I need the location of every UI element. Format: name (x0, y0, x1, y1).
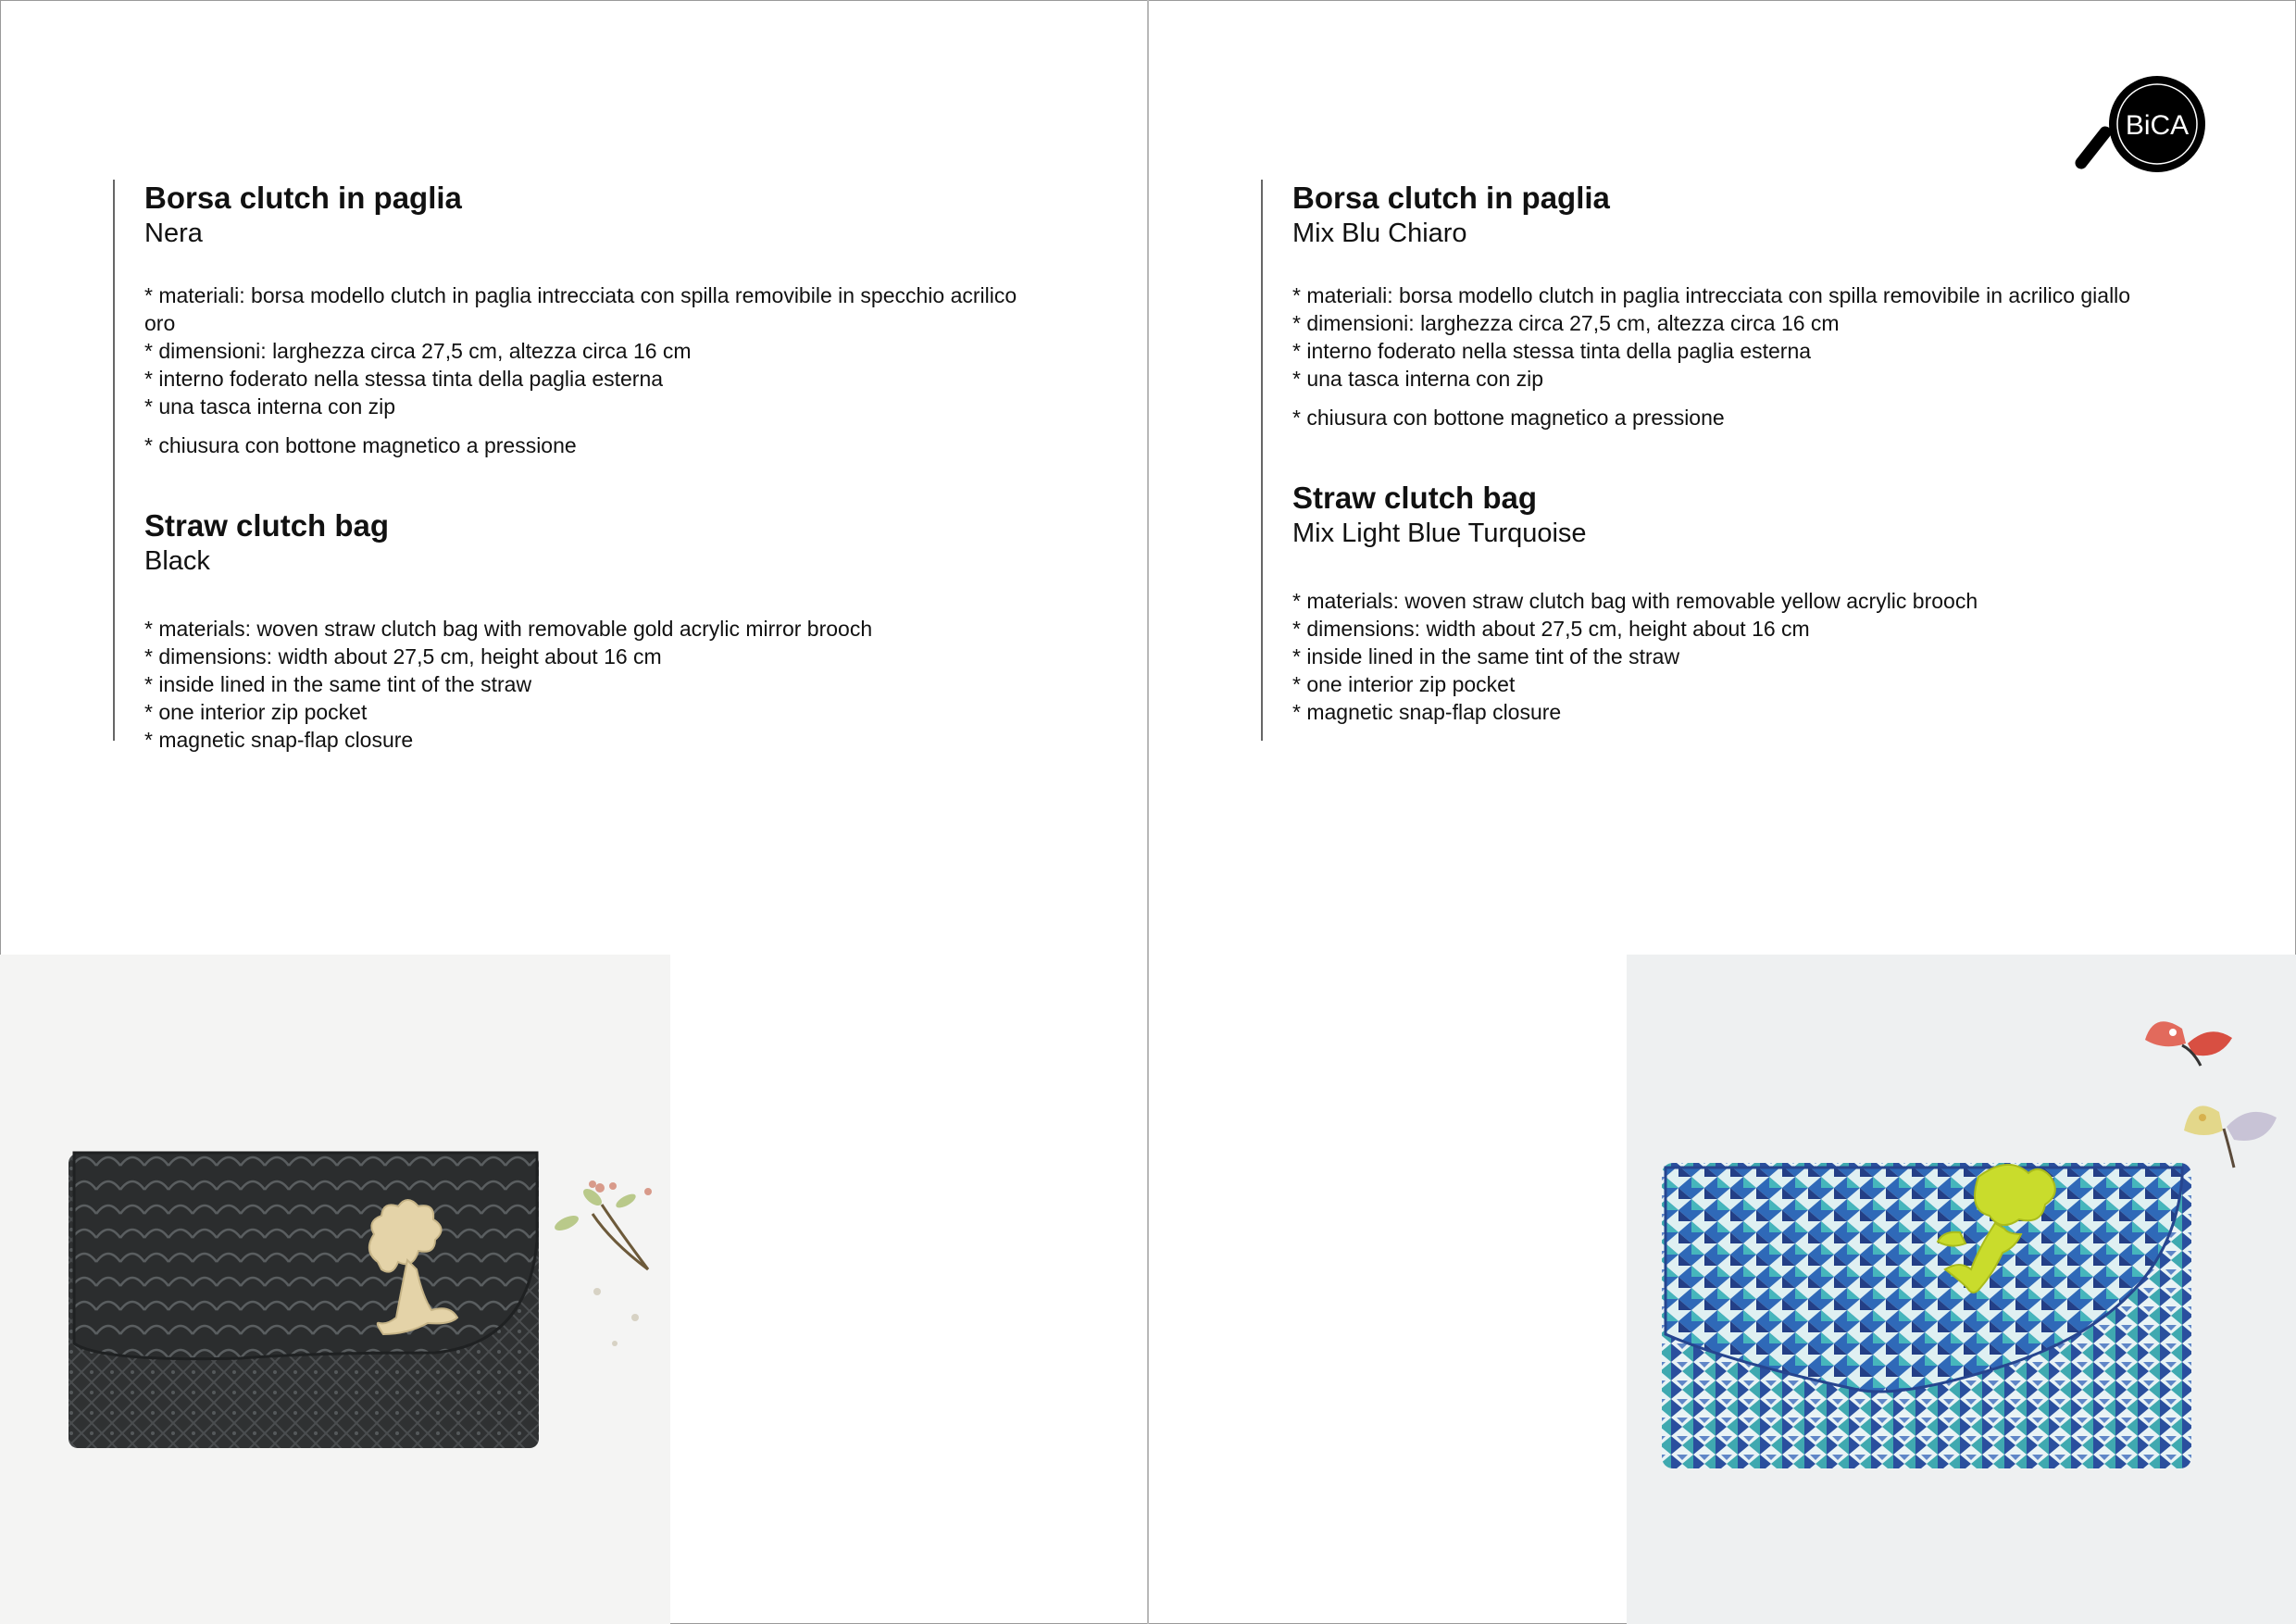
right-vertical-rule (1261, 180, 1263, 741)
spec-item: * una tasca interna con zip (1292, 367, 1544, 391)
spec-item: * materiali: borsa modello clutch in paglia intrecciata con spilla removibile in acrilico giallo (1292, 283, 2131, 307)
spread-fold-line (1147, 0, 1149, 1624)
spec-item: * dimensions: width about 27,5 cm, height about 16 cm (144, 644, 662, 668)
blue-clutch-illustration (1627, 955, 2296, 1624)
spec-item: * interno foderato nella stessa tinta della paglia esterna (1292, 339, 1812, 363)
black-clutch-photo (0, 955, 670, 1624)
right-en-subtitle: Mix Light Blue Turquoise (1292, 518, 1587, 548)
right-it-title: Borsa clutch in paglia (1292, 181, 1610, 215)
spec-item: * inside lined in the same tint of the straw (1292, 644, 1680, 668)
spec-item: * dimensioni: larghezza circa 27,5 cm, altezza circa 16 cm (144, 339, 692, 363)
spec-item: * interno foderato nella stessa tinta della paglia esterna (144, 367, 664, 391)
left-it-title: Borsa clutch in paglia (144, 181, 462, 215)
clutch-flap (74, 1153, 537, 1359)
spec-item: * una tasca interna con zip (144, 394, 396, 418)
right-en-spec-list (1292, 587, 2200, 726)
left-vertical-rule (113, 180, 115, 741)
spec-item: * materials: woven straw clutch bag with removable yellow acrylic brooch (1292, 589, 1978, 613)
spec-item: * materials: woven straw clutch bag with removable gold acrylic mirror brooch (144, 617, 873, 641)
left-en-spec-list (144, 615, 1052, 754)
spec-item: * one interior zip pocket (1292, 672, 1516, 696)
left-en-subtitle: Black (144, 546, 210, 576)
spec-item: * dimensions: width about 27,5 cm, height about 16 cm (1292, 617, 1810, 641)
spec-item: * dimensioni: larghezza circa 27,5 cm, altezza circa 16 cm (1292, 311, 1840, 335)
black-clutch-illustration (0, 955, 670, 1624)
spec-item: * chiusura con bottone magnetico a pressione (1292, 406, 1725, 430)
right-it-spec-list (1292, 281, 2200, 431)
spec-item: * materiali: borsa modello clutch in paglia intrecciata con spilla removibile in specchio acrilico oro (144, 283, 1017, 335)
blue-clutch-photo (1627, 955, 2296, 1624)
spec-item: * one interior zip pocket (144, 700, 368, 724)
right-en-title: Straw clutch bag (1292, 481, 1538, 515)
left-it-subtitle: Nera (144, 219, 203, 248)
spec-item: * magnetic snap-flap closure (144, 728, 414, 752)
left-it-spec-list (144, 281, 1052, 459)
left-en-title: Straw clutch bag (144, 508, 390, 543)
bica-logo-icon (2074, 65, 2213, 176)
spec-item: * magnetic snap-flap closure (1292, 700, 1562, 724)
spec-item: * chiusura con bottone magnetico a pressione (144, 433, 577, 457)
logo-text: BiCA (2125, 110, 2190, 141)
spec-item: * inside lined in the same tint of the straw (144, 672, 532, 696)
right-it-subtitle: Mix Blu Chiaro (1292, 219, 1467, 248)
